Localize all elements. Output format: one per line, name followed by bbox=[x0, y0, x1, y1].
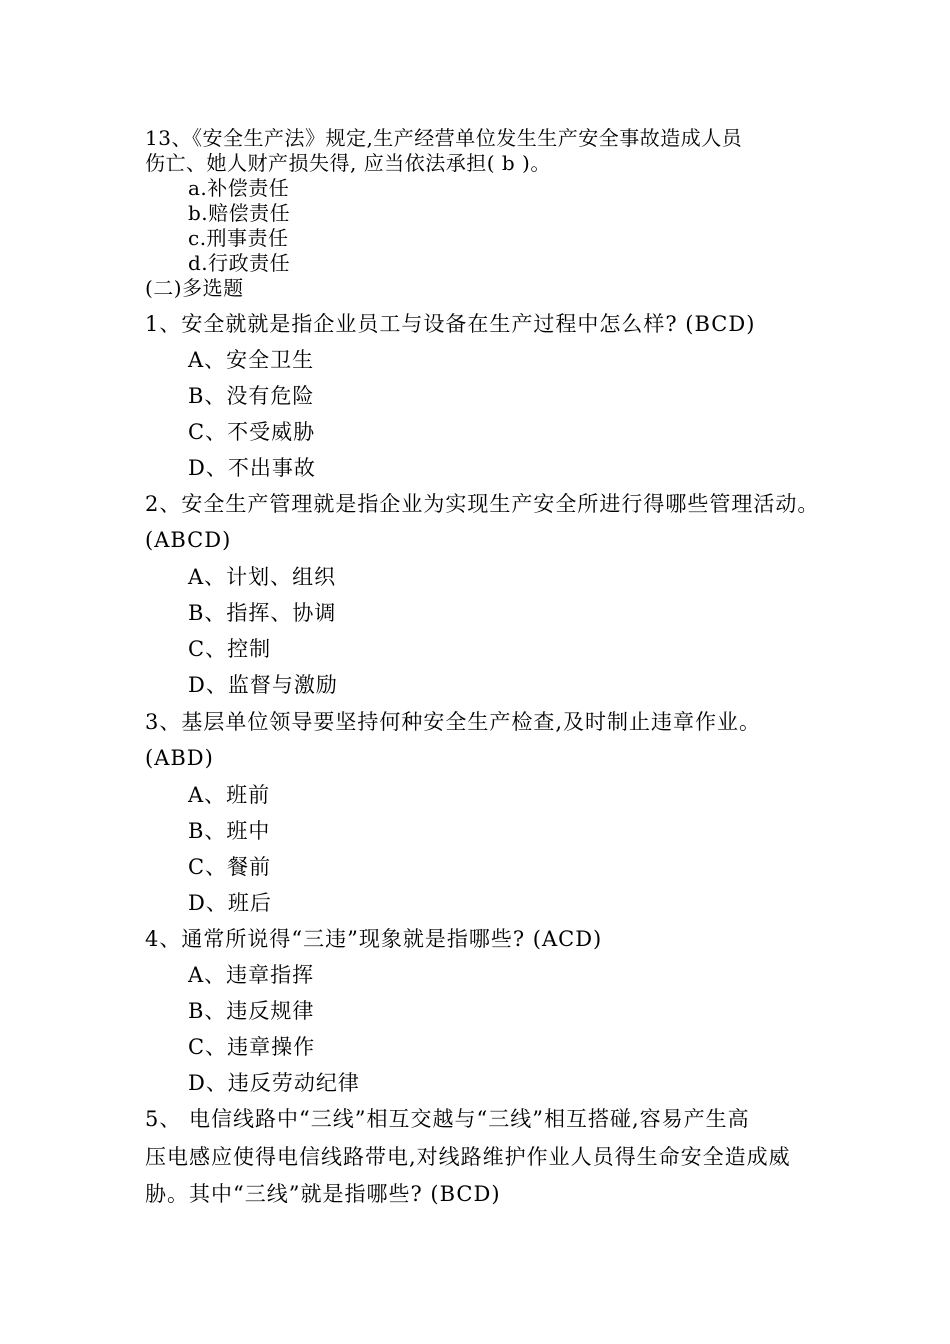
m3-option-b: B、班中 bbox=[188, 819, 271, 843]
m1-option-d: D、不出事故 bbox=[188, 456, 316, 480]
q13-option-a: a.补偿责任 bbox=[188, 176, 290, 200]
q13-option-c: c.刑事责任 bbox=[188, 226, 289, 250]
m1-option-a: A、安全卫生 bbox=[188, 348, 315, 372]
m2-answer: (ABCD) bbox=[145, 528, 232, 552]
m3-option-c: C、餐前 bbox=[188, 855, 272, 879]
q13-option-b: b.赔偿责任 bbox=[188, 201, 291, 225]
m1-option-c: C、不受威胁 bbox=[188, 420, 316, 444]
m5-line-3: 胁。其中“三线”就是指哪些? (BCD) bbox=[145, 1182, 501, 1206]
m5-line-2: 压电感应使得电信线路带电,对线路维护作业人员得生命安全造成威 bbox=[145, 1145, 791, 1169]
m2-option-b: B、指挥、协调 bbox=[188, 601, 337, 625]
m2-option-c: C、控制 bbox=[188, 637, 272, 661]
m4-option-a: A、违章指挥 bbox=[188, 963, 315, 987]
section-title: (二)多选题 bbox=[145, 276, 244, 300]
m2-stem: 2、安全生产管理就是指企业为实现生产安全所进行得哪些管理活动。 bbox=[145, 492, 820, 516]
m4-option-c: C、违章操作 bbox=[188, 1035, 316, 1059]
m4-stem: 4、通常所说得“三违”现象就是指哪些? (ACD) bbox=[145, 927, 603, 951]
m2-option-d: D、监督与激励 bbox=[188, 673, 338, 697]
m4-option-d: D、违反劳动纪律 bbox=[188, 1071, 360, 1095]
q13-line-2: 伤亡、她人财产损失得, 应当依法承担( b )。 bbox=[145, 151, 551, 175]
m1-option-b: B、没有危险 bbox=[188, 384, 315, 408]
m2-option-a: A、计划、组织 bbox=[188, 565, 337, 589]
m1-stem: 1、安全就就是指企业员工与设备在生产过程中怎么样? (BCD) bbox=[145, 312, 756, 336]
m3-option-a: A、班前 bbox=[188, 783, 271, 807]
q13-option-d: d.行政责任 bbox=[188, 251, 291, 275]
m3-stem: 3、基层单位领导要坚持何种安全生产检查,及时制止违章作业。 bbox=[145, 710, 762, 734]
m3-option-d: D、班后 bbox=[188, 891, 272, 915]
q13-line-1: 13、《安全生产法》规定,生产经营单位发生生产安全事故造成人员 bbox=[145, 126, 743, 150]
m5-line-1: 5、 电信线路中“三线”相互交越与“三线”相互搭碰,容易产生高 bbox=[145, 1107, 750, 1131]
m3-answer: (ABD) bbox=[145, 746, 214, 770]
m4-option-b: B、违反规律 bbox=[188, 999, 315, 1023]
